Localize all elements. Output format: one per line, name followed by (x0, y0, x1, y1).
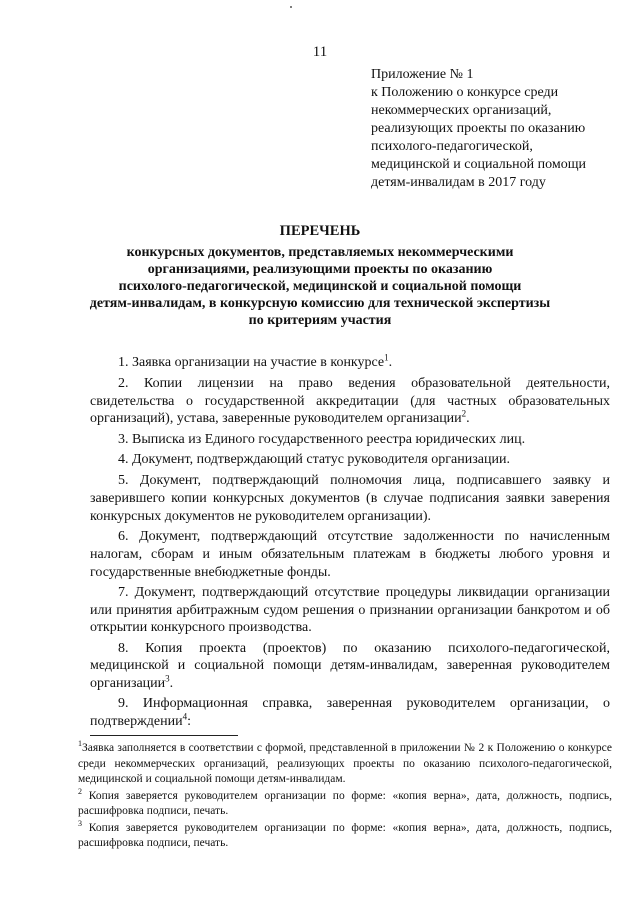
subtitle-line: детям-инвалидам, в конкурсную комиссию для технической экспертизы (89, 296, 551, 311)
appendix-line: детям-инвалидам в 2017 году (371, 175, 546, 190)
appendix-line: к Положению о конкурсе среди (371, 85, 559, 100)
subtitle-line: организациями, реализующими проекты по оказанию (147, 262, 493, 277)
footnote-ref: 3 (165, 673, 170, 684)
appendix-note (371, 66, 621, 192)
list-item (90, 472, 610, 525)
list-item-tail: . (169, 676, 174, 692)
appendix-line: реализующих проекты по оказанию (371, 121, 586, 136)
list-item-tail: . (466, 411, 470, 427)
scan-speck (290, 6, 292, 8)
list-item (90, 528, 610, 581)
list-item-text: 3. Выписка из Единого государственного реестра юридических лиц. (118, 431, 526, 447)
list-item-text: 8. Копия проекта (проектов) по оказанию психолого-педагогической, медицинской и социальной помощи детям-инвалидам, заверенная руководителем организации (90, 640, 610, 692)
subtitle-line: конкурсных документов, представляемых некоммерческими (126, 245, 514, 260)
list-item-text: 2. Копии лицензии на право ведения образовательной деятельности, свидетельства о государственной аккредитации (для частных образовательных организаций), устава, заверенные руководителем организации (90, 375, 610, 427)
appendix-line: медицинской и социальной помощи (371, 157, 587, 172)
footnote-mark: 2 (78, 786, 82, 796)
footnote-text: Копия заверяется руководителем организации по форме: «копия верна», дата, должность, подпись, расшифровка подписи, печать. (78, 821, 612, 849)
footnote-ref: 4 (182, 711, 188, 722)
footnote-text: Заявка заполняется в соответствии с формой, представленной в приложении № 2 к Положению о конкурсе среди некоммерческих организаций, реализующих проекты по оказанию психолого-педагогической, медицинской и социальной помощи детям-инвалидам. (78, 742, 612, 785)
list-item-tail: . (388, 355, 393, 370)
list-item (90, 695, 610, 731)
footnote-mark: 3 (78, 818, 82, 828)
appendix-line: психолого-педагогической, (371, 139, 533, 154)
list-item-text: 6. Документ, подтверждающий отсутствие задолженности по начисленным налогам, сборам и иным обязательным платежам в бюджеты любого уровня и государственные внебюджетные фонды. (90, 528, 610, 580)
list-item-text: 7. Документ, подтверждающий отсутствие процедуры ликвидации организации или принятия арбитражным судом решения о признании организации банкротом и об открытии конкурсного производства. (90, 584, 610, 636)
appendix-line: некоммерческих организаций, (371, 103, 552, 118)
footnote (78, 786, 612, 820)
list-item-text: 4. Документ, подтверждающий статус руководителя организации. (118, 452, 510, 468)
subtitle-line: по критериям участия (248, 313, 392, 328)
list-item-text: 1. Заявка организации на участие в конкурсе (118, 355, 385, 370)
list-item-tail: : (187, 714, 191, 730)
list-item (90, 354, 610, 372)
document-title: ПЕРЕЧЕНЬ (279, 223, 361, 239)
list-item (90, 584, 610, 637)
list-item (90, 375, 610, 428)
footnote-ref: 2 (461, 408, 467, 419)
footnote (78, 818, 612, 852)
document-subtitle (60, 244, 580, 329)
list-item (90, 640, 610, 693)
footnotes (78, 741, 612, 853)
footnote-mark: 1 (78, 739, 82, 749)
list-item-text: 5. Документ, подтверждающий полномочия лица, подписавшего заявку и заверившего копии конкурсных документов (в случае подписания заявки заверения конкурсных документов не руководителем организации). (90, 473, 610, 524)
appendix-line: Приложение № 1 (371, 67, 474, 82)
document-list (90, 354, 610, 733)
subtitle-line: психолого-педагогической, медицинской и социальной помощи (118, 279, 522, 294)
footnote-text: Копия заверяется руководителем организации по форме: «копия верна», дата, должность, подпись, расшифровка подписи, печать. (78, 789, 612, 817)
list-item (90, 431, 610, 449)
footnote-ref: 1 (384, 352, 389, 363)
page-number: 11 (312, 44, 328, 60)
list-item (90, 451, 610, 469)
list-item-text: 9. Информационная справка, заверенная руководителем организации, о подтверждении (90, 696, 610, 730)
footnote (78, 741, 612, 788)
footnote-separator (90, 735, 238, 736)
